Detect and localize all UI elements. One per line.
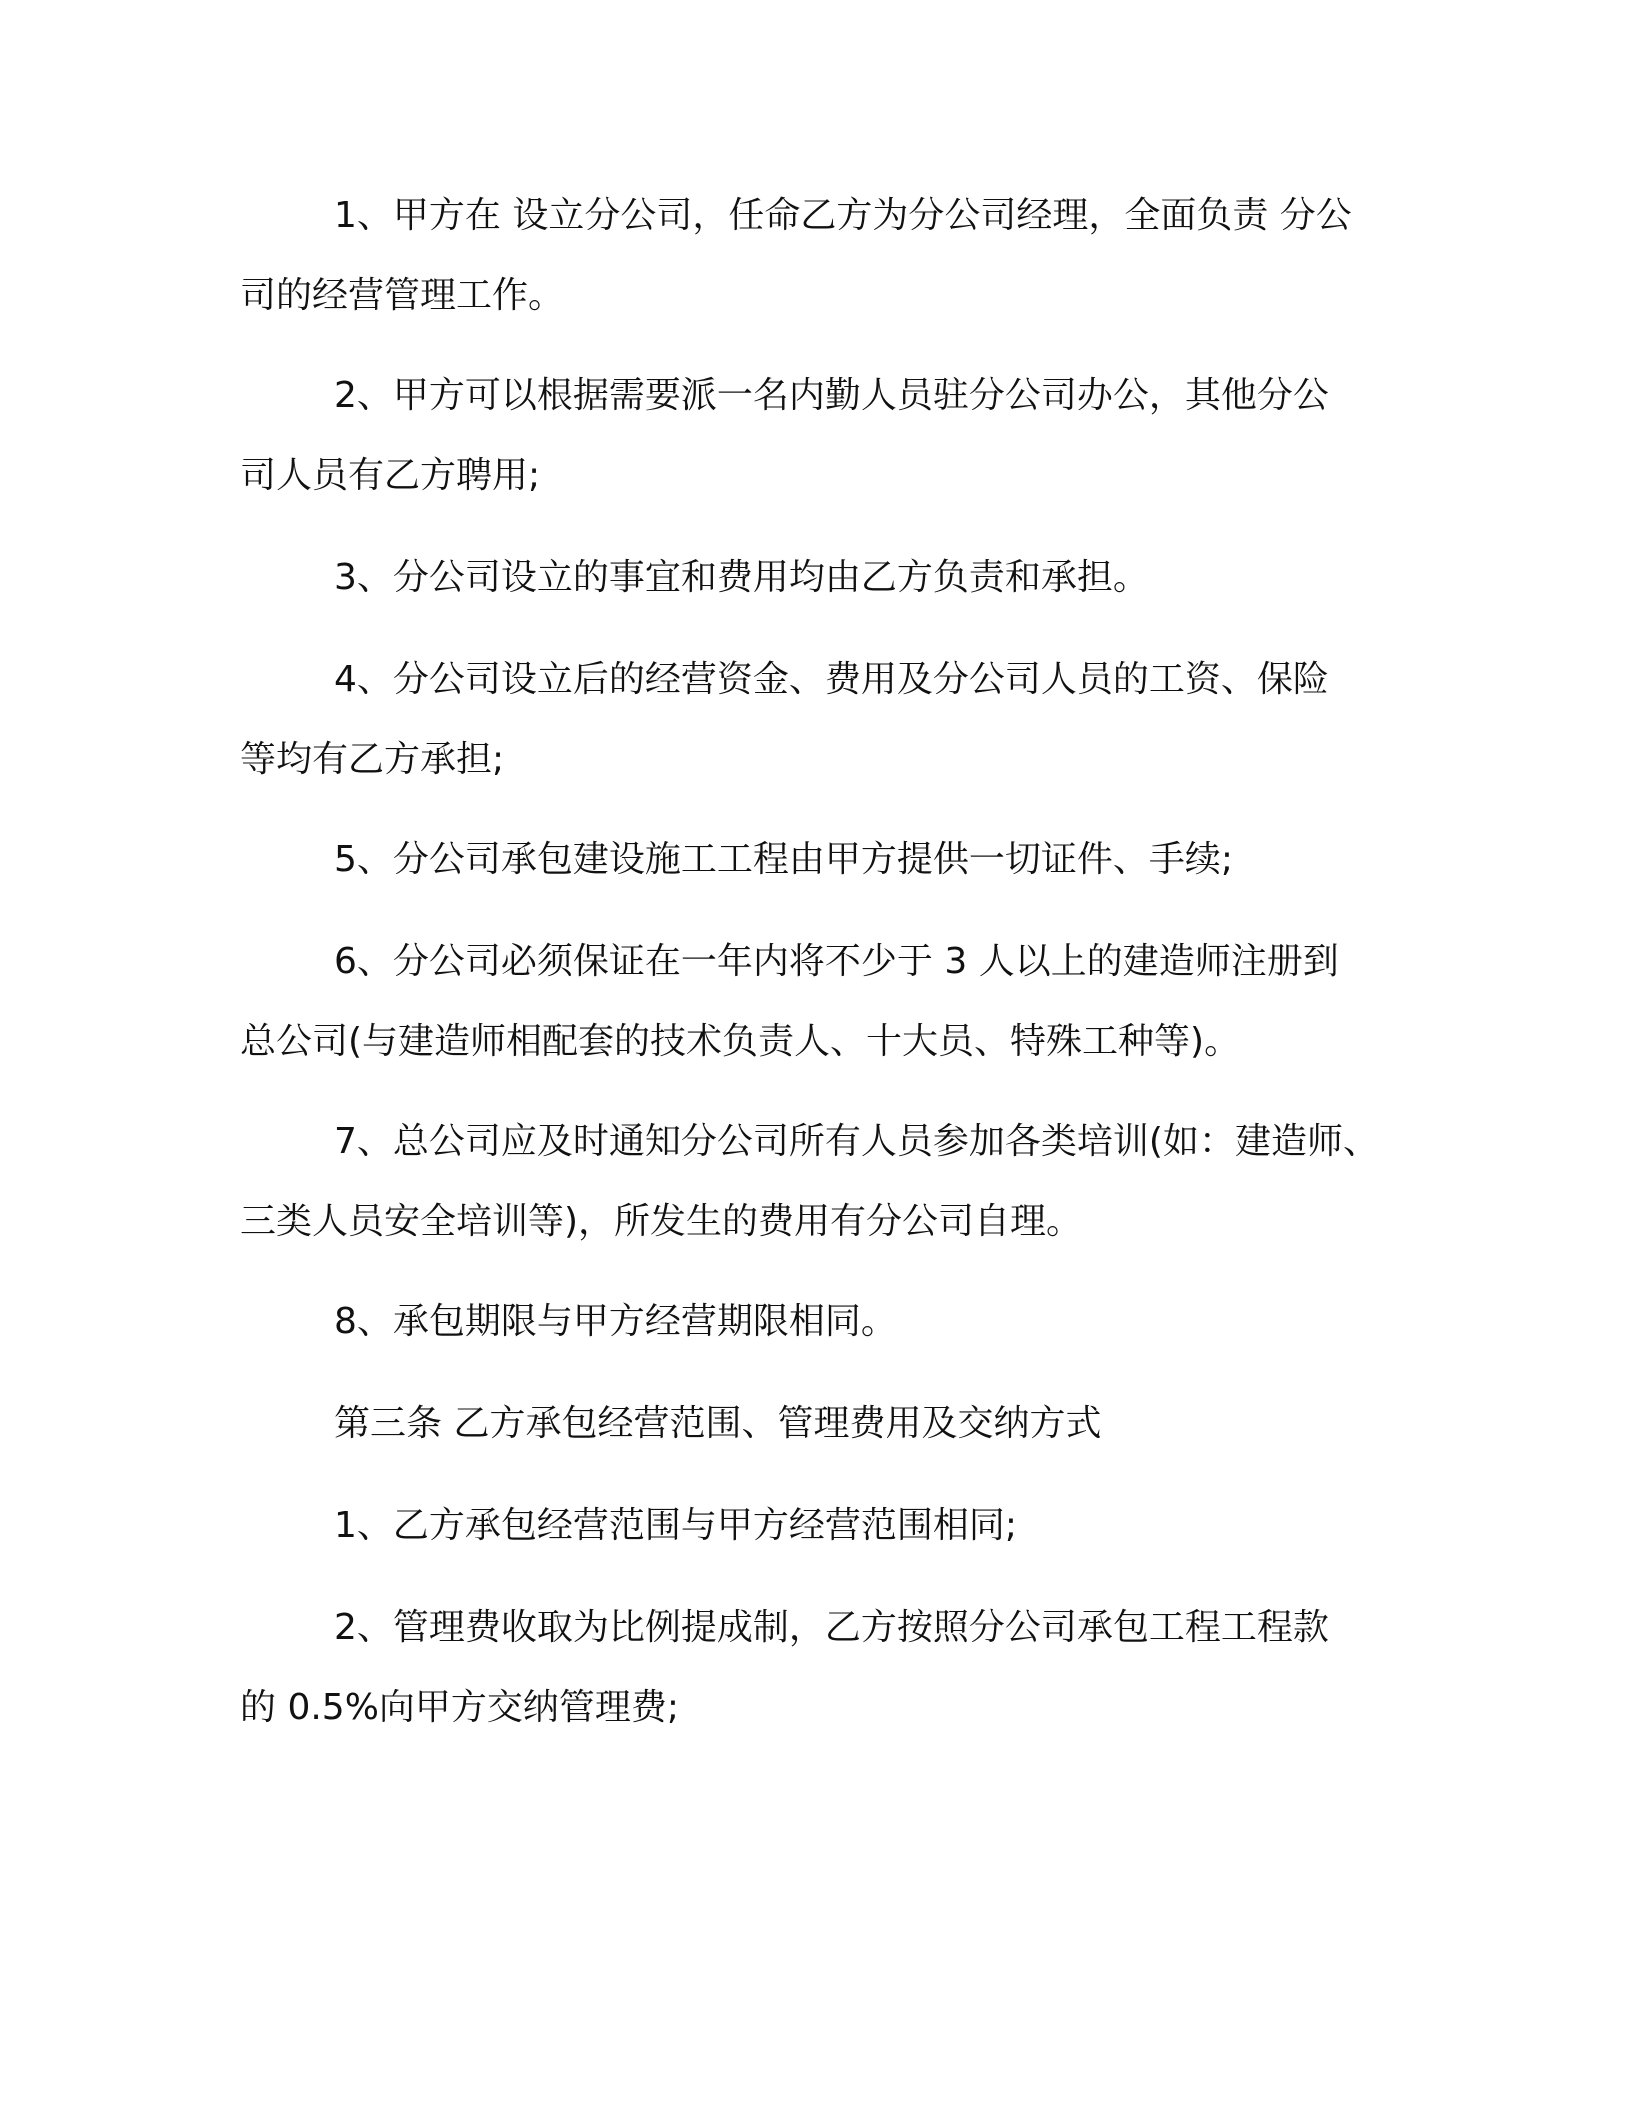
article-3-heading (240, 1384, 1410, 1464)
text-line: 6、分公司必须保证在一年内将不少于 3 人以上的建造师注册到 (334, 941, 1339, 982)
text-line: 等均有乙方承担; (240, 739, 505, 780)
text-line: 1、乙方承包经营范围与甲方经营范围相同; (334, 1505, 1018, 1546)
text-line: 2、甲方可以根据需要派一名内勤人员驻分公司办公，其他分公 (334, 375, 1329, 416)
clause-1-paragraph (240, 176, 1410, 336)
text-line: 1、甲方在 设立分公司，任命乙方为分公司经理，全面负责 分公 (334, 195, 1352, 236)
article-3-clause-2-paragraph (240, 1588, 1410, 1748)
text-line: 第三条 乙方承包经营范围、管理费用及交纳方式 (334, 1403, 1102, 1444)
text-line: 司人员有乙方聘用; (240, 455, 541, 496)
text-line: 三类人员安全培训等)，所发生的费用有分公司自理。 (240, 1201, 1083, 1242)
clause-4-paragraph (240, 640, 1410, 800)
clause-5-paragraph (240, 820, 1410, 900)
text-line: 司的经营管理工作。 (240, 275, 565, 316)
text-line: 3、分公司设立的事宜和费用均由乙方负责和承担。 (334, 557, 1149, 598)
clause-7-paragraph (240, 1102, 1410, 1262)
article-3-clause-1-paragraph (240, 1486, 1410, 1566)
text-line: 5、分公司承包建设施工工程由甲方提供一切证件、手续; (334, 839, 1234, 880)
text-line: 8、承包期限与甲方经营期限相同。 (334, 1301, 897, 1342)
text-line: 的 0.5%向甲方交纳管理费; (240, 1687, 680, 1728)
clause-8-paragraph (240, 1282, 1410, 1362)
text-line: 4、分公司设立后的经营资金、费用及分公司人员的工资、保险 (334, 659, 1329, 700)
text-line: 2、管理费收取为比例提成制，乙方按照分公司承包工程工程款 (334, 1607, 1329, 1648)
clause-6-paragraph (240, 922, 1410, 1082)
text-line: 7、总公司应及时通知分公司所有人员参加各类培训(如：建造师、 (334, 1121, 1379, 1162)
text-line: 总公司(与建造师相配套的技术负责人、十大员、特殊工种等)。 (240, 1021, 1241, 1062)
clause-3-paragraph (240, 538, 1410, 618)
clause-2-paragraph (240, 356, 1410, 516)
